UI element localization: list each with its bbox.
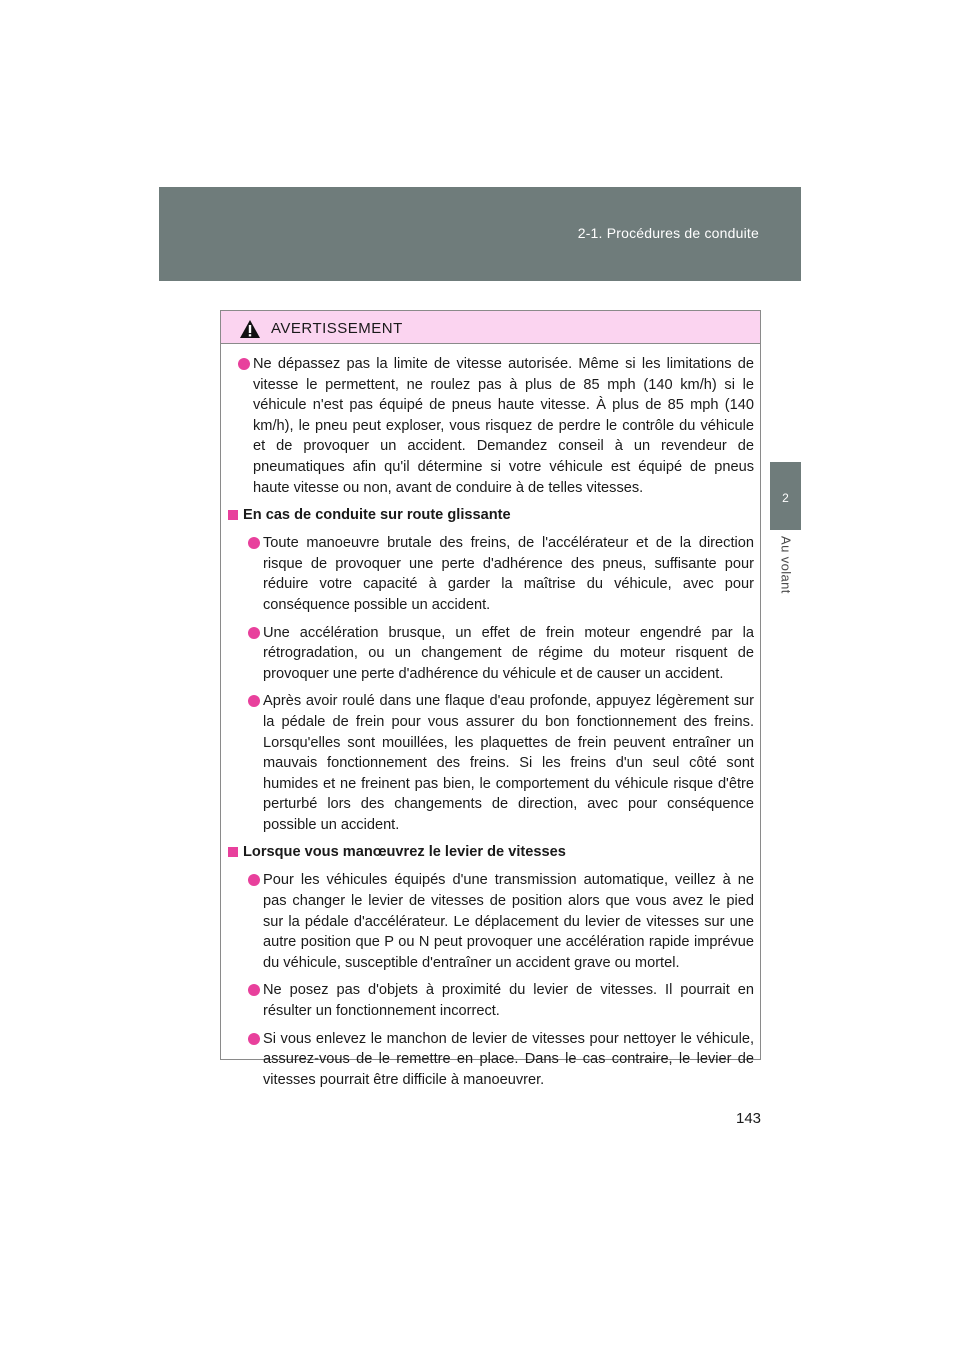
warning-header (221, 311, 760, 344)
bullet-text: Après avoir roulé dans une flaque d'eau profonde, appuyez légèrement sur la pédale de frein pour vous assurer du bon fonctionnement des freins. Lorsqu'elles sont mouillées, les plaquettes de frein peuvent entraîner un mauvais fonctionnement des freins. Si les freins d'un seul côté sont humides et ne freinent pas bien, le comportement du véhicule risque d'être perturbé lors des changements de direction, avec pour conséquence possible un accident. (263, 693, 754, 833)
section-square-icon (228, 510, 238, 520)
chapter-tab-number: 2 (782, 491, 789, 505)
bullet-dot-icon (248, 537, 260, 549)
bullet-text: Une accélération brusque, un effet de frein moteur engendré par la rétrogradation, ou un changement de régime du moteur risquent de provoquer une perte d'adhérence du véhicule et de causer un accident. (263, 624, 754, 682)
warning-bullet (227, 623, 754, 685)
warning-bullet (227, 354, 754, 498)
warning-bullet (227, 980, 754, 1021)
section-heading-text: Lorsque vous manœuvrez le levier de vitesses (243, 844, 566, 861)
bullet-text: Toute manoeuvre brutale des freins, de l'accélérateur et de la direction risque de provoquer une perte d'adhérence des pneus, suffisante pour réduire votre capacité à garder la maîtrise du véhicule, avec pour conséquence possible un accident. (263, 535, 754, 613)
warning-bullet (227, 870, 754, 973)
bullet-text: Ne dépassez pas la limite de vitesse autorisée. Même si les limitations de vitesse le permettent, ne roulez pas à plus de 85 mph (140 km/h) si le véhicule n'est pas équipé de pneus haute vitesse. À plus de 85 mph (140 km/h), le pneu peut exploser, vous risquez de perdre le contrôle du véhicule et de provoquer un accident. Demandez conseil à un revendeur de pneumatiques afin qu'il détermine si votre véhicule est équipé de pneus haute vitesse ou non, avant de conduire à de telles vitesses. (253, 356, 754, 496)
bullet-dot-icon (248, 695, 260, 707)
warning-bullet (227, 533, 754, 615)
bullet-dot-icon (238, 358, 250, 370)
section-heading (227, 505, 754, 525)
section-bullets (227, 533, 754, 835)
section-heading (227, 842, 754, 862)
bullet-dot-icon (248, 874, 260, 886)
bullet-text: Ne posez pas d'objets à proximité du levier de vitesses. Il pourrait en résulter un fonctionnement incorrect. (263, 982, 754, 1020)
bullet-text: Pour les véhicules équipés d'une transmission automatique, veillez à ne pas changer le levier de vitesses de position alors que vous avez le pied sur la pédale d'accélérateur. Le déplacement du levier de vitesses sur une autre position que P ou N peut provoquer une accélération rapide imprévue du véhicule, susceptible d'entraîner un accident grave ou mortel. (263, 872, 754, 971)
bullet-dot-icon (248, 627, 260, 639)
bullet-dot-icon (248, 984, 260, 996)
bullet-dot-icon (248, 1033, 260, 1045)
warning-title: AVERTISSEMENT (271, 319, 403, 337)
bullet-text: Si vous enlevez le manchon de levier de vitesses pour nettoyer le véhicule, assurez-vous de le remettre en place. Dans le cas contraire, le levier de vitesses pourrait être difficile à manoeuvrer. (263, 1030, 754, 1088)
warning-box (220, 310, 761, 1088)
warning-bullet (227, 691, 754, 835)
section-heading-text: En cas de conduite sur route glissante (243, 507, 511, 524)
section-square-icon (228, 847, 238, 857)
warning-body (221, 344, 760, 1090)
chapter-section-title: 2-1. Procédures de conduite (577, 225, 759, 241)
page-number: 143 (736, 1110, 762, 1127)
chapter-tab-label: Au volant (778, 536, 794, 594)
warning-triangle-icon (239, 319, 261, 339)
chapter-header-band (159, 187, 801, 281)
warning-bullet (227, 1029, 754, 1091)
section-bullets (227, 870, 754, 1090)
chapter-tab (770, 462, 801, 530)
